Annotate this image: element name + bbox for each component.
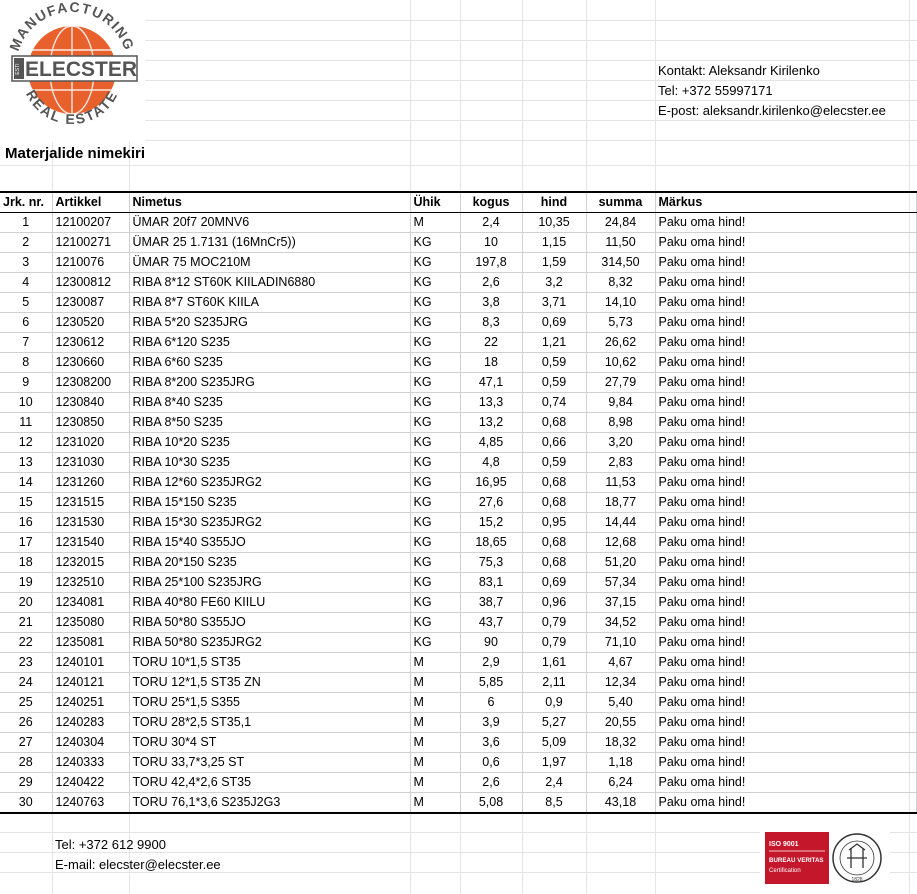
table-row: [0, 373, 916, 393]
cell-nr: 20: [0, 593, 52, 613]
cell-kogus: 3,8: [460, 293, 522, 313]
cell-nimetus: TORU 30*4 ST: [129, 733, 410, 753]
cell-kogus: 18: [460, 353, 522, 373]
cell-nr: 2: [0, 233, 52, 253]
header-kogus: kogus: [460, 192, 522, 213]
cell-uhik: KG: [410, 473, 460, 493]
table-row: [0, 273, 916, 293]
cell-uhik: M: [410, 733, 460, 753]
cell-markus: Paku oma hind!: [655, 473, 916, 493]
cell-artikkel: 1231020: [52, 433, 129, 453]
cell-nimetus: RIBA 10*30 S235: [129, 453, 410, 473]
cell-summa: 34,52: [586, 613, 655, 633]
cell-hind: 0,74: [522, 393, 586, 413]
cell-kogus: 2,6: [460, 273, 522, 293]
cell-summa: 5,73: [586, 313, 655, 333]
cell-artikkel: 1231515: [52, 493, 129, 513]
cell-kogus: 8,3: [460, 313, 522, 333]
cell-nimetus: RIBA 8*7 ST60K KIILA: [129, 293, 410, 313]
cell-markus: Paku oma hind!: [655, 233, 916, 253]
table-row: [0, 733, 916, 753]
cell-nr: 29: [0, 773, 52, 793]
cell-artikkel: 1240251: [52, 693, 129, 713]
cell-uhik: KG: [410, 293, 460, 313]
table-row: [0, 633, 916, 653]
cell-kogus: 5,08: [460, 793, 522, 814]
cell-markus: Paku oma hind!: [655, 753, 916, 773]
cell-hind: 1,97: [522, 753, 586, 773]
cell-artikkel: 1240763: [52, 793, 129, 814]
cell-markus: Paku oma hind!: [655, 773, 916, 793]
cell-hind: 5,09: [522, 733, 586, 753]
header-artikkel: Artikkel: [52, 192, 129, 213]
cell-kogus: 5,85: [460, 673, 522, 693]
cell-uhik: KG: [410, 313, 460, 333]
header-uhik: Ühik: [410, 192, 460, 213]
table-row: [0, 453, 916, 473]
cell-kogus: 13,2: [460, 413, 522, 433]
cell-nimetus: RIBA 12*60 S235JRG2: [129, 473, 410, 493]
cell-uhik: M: [410, 693, 460, 713]
cell-hind: 0,68: [522, 533, 586, 553]
table-row: [0, 673, 916, 693]
cell-summa: 6,24: [586, 773, 655, 793]
cell-uhik: KG: [410, 333, 460, 353]
header-summa: summa: [586, 192, 655, 213]
cell-hind: 0,68: [522, 493, 586, 513]
cell-markus: Paku oma hind!: [655, 333, 916, 353]
cell-markus: Paku oma hind!: [655, 793, 916, 814]
cell-nr: 7: [0, 333, 52, 353]
cell-artikkel: 1234081: [52, 593, 129, 613]
cell-markus: Paku oma hind!: [655, 733, 916, 753]
cell-kogus: 13,3: [460, 393, 522, 413]
cell-kogus: 15,2: [460, 513, 522, 533]
cell-nr: 15: [0, 493, 52, 513]
cell-nimetus: RIBA 8*40 S235: [129, 393, 410, 413]
cell-summa: 20,55: [586, 713, 655, 733]
badge-year: 1828: [851, 877, 863, 883]
cell-summa: 8,98: [586, 413, 655, 433]
cell-summa: 314,50: [586, 253, 655, 273]
cell-kogus: 27,6: [460, 493, 522, 513]
cell-summa: 51,20: [586, 553, 655, 573]
header-nr: Jrk. nr.: [0, 192, 52, 213]
table-row: [0, 353, 916, 373]
table-row: [0, 793, 916, 814]
header-nimetus: Nimetus: [129, 192, 410, 213]
cell-nimetus: RIBA 6*120 S235: [129, 333, 410, 353]
table-header-row: [0, 192, 916, 213]
cell-artikkel: 1235081: [52, 633, 129, 653]
cell-markus: Paku oma hind!: [655, 493, 916, 513]
cell-kogus: 4,85: [460, 433, 522, 453]
cell-hind: 0,68: [522, 413, 586, 433]
cell-summa: 10,62: [586, 353, 655, 373]
cell-kogus: 22: [460, 333, 522, 353]
cell-markus: Paku oma hind!: [655, 673, 916, 693]
cell-markus: Paku oma hind!: [655, 653, 916, 673]
cell-hind: 0,59: [522, 353, 586, 373]
cell-nimetus: RIBA 20*150 S235: [129, 553, 410, 573]
cell-uhik: M: [410, 793, 460, 814]
table-row: [0, 233, 916, 253]
cell-hind: 1,21: [522, 333, 586, 353]
cell-artikkel: 1230087: [52, 293, 129, 313]
cell-summa: 14,44: [586, 513, 655, 533]
cell-hind: 0,69: [522, 313, 586, 333]
table-row: [0, 393, 916, 413]
cell-hind: 0,59: [522, 453, 586, 473]
cell-hind: 3,2: [522, 273, 586, 293]
cell-nr: 24: [0, 673, 52, 693]
cell-hind: 5,27: [522, 713, 586, 733]
cell-uhik: M: [410, 653, 460, 673]
cell-summa: 12,68: [586, 533, 655, 553]
cell-markus: Paku oma hind!: [655, 353, 916, 373]
cell-nimetus: TORU 25*1,5 S355: [129, 693, 410, 713]
cell-uhik: KG: [410, 533, 460, 553]
cell-nimetus: RIBA 8*200 S235JRG: [129, 373, 410, 393]
table-row: [0, 213, 916, 233]
cell-artikkel: 1210076: [52, 253, 129, 273]
cell-uhik: KG: [410, 633, 460, 653]
cell-markus: Paku oma hind!: [655, 273, 916, 293]
cell-nr: 22: [0, 633, 52, 653]
cell-nimetus: RIBA 40*80 FE60 KIILU: [129, 593, 410, 613]
cell-hind: 0,96: [522, 593, 586, 613]
materials-table: [0, 191, 917, 814]
cell-markus: Paku oma hind!: [655, 713, 916, 733]
cell-nimetus: RIBA 25*100 S235JRG: [129, 573, 410, 593]
cell-nr: 4: [0, 273, 52, 293]
contact-phone: Tel: +372 55997171: [658, 83, 773, 98]
cell-markus: Paku oma hind!: [655, 613, 916, 633]
cell-nr: 6: [0, 313, 52, 333]
cell-kogus: 47,1: [460, 373, 522, 393]
cell-artikkel: 1231260: [52, 473, 129, 493]
cell-nimetus: ÜMAR 75 MOC210M: [129, 253, 410, 273]
cell-uhik: KG: [410, 573, 460, 593]
cell-nimetus: RIBA 10*20 S235: [129, 433, 410, 453]
badge-iso: ISO 9001: [769, 841, 799, 848]
cell-uhik: KG: [410, 373, 460, 393]
cell-markus: Paku oma hind!: [655, 393, 916, 413]
cell-hind: 0,66: [522, 433, 586, 453]
cell-hind: 2,11: [522, 673, 586, 693]
cell-markus: Paku oma hind!: [655, 413, 916, 433]
cell-nimetus: TORU 28*2,5 ST35,1: [129, 713, 410, 733]
cell-artikkel: 1230840: [52, 393, 129, 413]
table-row: [0, 713, 916, 733]
cell-nimetus: ÜMAR 25 1.7131 (16MnCr5)): [129, 233, 410, 253]
cell-markus: Paku oma hind!: [655, 573, 916, 593]
cell-summa: 18,77: [586, 493, 655, 513]
cell-kogus: 2,4: [460, 213, 522, 233]
cell-nr: 19: [0, 573, 52, 593]
cell-uhik: KG: [410, 513, 460, 533]
cell-summa: 14,10: [586, 293, 655, 313]
cell-nr: 11: [0, 413, 52, 433]
cell-hind: 1,15: [522, 233, 586, 253]
cell-hind: 0,69: [522, 573, 586, 593]
cell-markus: Paku oma hind!: [655, 693, 916, 713]
cell-summa: 24,84: [586, 213, 655, 233]
cell-markus: Paku oma hind!: [655, 373, 916, 393]
badge-org: BUREAU VERITAS: [769, 857, 824, 864]
header-hind: hind: [522, 192, 586, 213]
cell-artikkel: 1240101: [52, 653, 129, 673]
table-row: [0, 753, 916, 773]
cell-nimetus: RIBA 15*30 S235JRG2: [129, 513, 410, 533]
table-row: [0, 653, 916, 673]
cell-nimetus: RIBA 15*40 S355JO: [129, 533, 410, 553]
cell-nimetus: TORU 33,7*3,25 ST: [129, 753, 410, 773]
table-row: [0, 333, 916, 353]
table-row: [0, 493, 916, 513]
contact-person: Kontakt: Aleksandr Kirilenko: [658, 63, 820, 78]
header-markus: Märkus: [655, 192, 916, 213]
cell-uhik: KG: [410, 433, 460, 453]
cell-kogus: 43,7: [460, 613, 522, 633]
cell-summa: 57,34: [586, 573, 655, 593]
logo-side-tag: ESTI: [15, 63, 21, 75]
cell-nr: 25: [0, 693, 52, 713]
cell-markus: Paku oma hind!: [655, 453, 916, 473]
cell-nr: 28: [0, 753, 52, 773]
cell-nr: 12: [0, 433, 52, 453]
cell-nimetus: RIBA 6*60 S235: [129, 353, 410, 373]
cell-summa: 11,50: [586, 233, 655, 253]
cell-summa: 2,83: [586, 453, 655, 473]
cell-summa: 18,32: [586, 733, 655, 753]
cell-markus: Paku oma hind!: [655, 593, 916, 613]
cell-uhik: M: [410, 713, 460, 733]
logo-bottom-arc: REAL ESTATE: [22, 87, 121, 128]
cell-hind: 0,79: [522, 613, 586, 633]
cell-artikkel: 1231530: [52, 513, 129, 533]
cell-artikkel: 1230612: [52, 333, 129, 353]
cell-artikkel: 1230660: [52, 353, 129, 373]
cell-summa: 5,40: [586, 693, 655, 713]
cell-artikkel: 12308200: [52, 373, 129, 393]
cell-artikkel: 1230520: [52, 313, 129, 333]
cell-nimetus: RIBA 15*150 S235: [129, 493, 410, 513]
cell-nr: 8: [0, 353, 52, 373]
cell-nimetus: TORU 76,1*3,6 S235J2G3: [129, 793, 410, 814]
cell-kogus: 3,6: [460, 733, 522, 753]
cell-hind: 0,9: [522, 693, 586, 713]
cell-markus: Paku oma hind!: [655, 533, 916, 553]
cell-markus: Paku oma hind!: [655, 313, 916, 333]
table-row: [0, 293, 916, 313]
table-row: [0, 313, 916, 333]
cell-hind: 1,59: [522, 253, 586, 273]
cell-summa: 43,18: [586, 793, 655, 814]
cell-artikkel: 1240121: [52, 673, 129, 693]
cell-uhik: KG: [410, 413, 460, 433]
cell-artikkel: 1240283: [52, 713, 129, 733]
cell-nimetus: TORU 42,4*2,6 ST35: [129, 773, 410, 793]
table-row: [0, 613, 916, 633]
cell-summa: 1,18: [586, 753, 655, 773]
cell-kogus: 83,1: [460, 573, 522, 593]
badge-label: Certification: [769, 868, 801, 874]
cell-hind: 3,71: [522, 293, 586, 313]
cell-nr: 30: [0, 793, 52, 814]
cell-hind: 8,5: [522, 793, 586, 814]
cell-uhik: M: [410, 753, 460, 773]
cell-artikkel: 1240304: [52, 733, 129, 753]
cell-nimetus: RIBA 50*80 S355JO: [129, 613, 410, 633]
cell-uhik: KG: [410, 493, 460, 513]
table-row: [0, 413, 916, 433]
cell-uhik: M: [410, 213, 460, 233]
cell-nr: 5: [0, 293, 52, 313]
cell-markus: Paku oma hind!: [655, 513, 916, 533]
cell-markus: Paku oma hind!: [655, 213, 916, 233]
cell-kogus: 75,3: [460, 553, 522, 573]
cell-nimetus: RIBA 8*12 ST60K KIILADIN6880: [129, 273, 410, 293]
cell-nr: 10: [0, 393, 52, 413]
cell-hind: 10,35: [522, 213, 586, 233]
cell-summa: 71,10: [586, 633, 655, 653]
bureau-veritas-badge: [765, 832, 885, 884]
cell-nimetus: TORU 12*1,5 ST35 ZN: [129, 673, 410, 693]
cell-markus: Paku oma hind!: [655, 553, 916, 573]
cell-markus: Paku oma hind!: [655, 633, 916, 653]
cell-artikkel: 12100271: [52, 233, 129, 253]
cell-hind: 2,4: [522, 773, 586, 793]
cell-artikkel: 1231030: [52, 453, 129, 473]
cell-nr: 3: [0, 253, 52, 273]
cell-markus: Paku oma hind!: [655, 253, 916, 273]
cell-uhik: KG: [410, 353, 460, 373]
cell-nr: 26: [0, 713, 52, 733]
cell-nr: 1: [0, 213, 52, 233]
page-title: Materjalide nimekiri: [5, 145, 146, 162]
cell-summa: 11,53: [586, 473, 655, 493]
elecster-logo: [2, 2, 142, 140]
cell-nr: 27: [0, 733, 52, 753]
cell-nimetus: ÜMAR 20f7 20MNV6: [129, 213, 410, 233]
footer-phone: Tel: +372 612 9900: [55, 837, 166, 852]
table-row: [0, 773, 916, 793]
cell-kogus: 3,9: [460, 713, 522, 733]
cell-kogus: 2,6: [460, 773, 522, 793]
cell-nr: 18: [0, 553, 52, 573]
cell-summa: 26,62: [586, 333, 655, 353]
table-row: [0, 693, 916, 713]
table-row: [0, 593, 916, 613]
logo-brand: ELECSTER: [24, 58, 138, 81]
cell-uhik: KG: [410, 253, 460, 273]
cell-nr: 16: [0, 513, 52, 533]
cell-nr: 13: [0, 453, 52, 473]
cell-nr: 23: [0, 653, 52, 673]
cell-hind: 0,68: [522, 473, 586, 493]
cell-kogus: 18,65: [460, 533, 522, 553]
cell-nr: 17: [0, 533, 52, 553]
table-row: [0, 553, 916, 573]
cell-uhik: M: [410, 773, 460, 793]
cell-hind: 0,59: [522, 373, 586, 393]
cell-kogus: 197,8: [460, 253, 522, 273]
table-row: [0, 253, 916, 273]
table-row: [0, 433, 916, 453]
cell-hind: 0,95: [522, 513, 586, 533]
cell-artikkel: 1235080: [52, 613, 129, 633]
cell-summa: 37,15: [586, 593, 655, 613]
cell-hind: 0,79: [522, 633, 586, 653]
cell-artikkel: 12100207: [52, 213, 129, 233]
cell-artikkel: 1230850: [52, 413, 129, 433]
table-row: [0, 473, 916, 493]
cell-kogus: 4,8: [460, 453, 522, 473]
cell-hind: 1,61: [522, 653, 586, 673]
cell-nr: 21: [0, 613, 52, 633]
cell-artikkel: 1232510: [52, 573, 129, 593]
cell-nimetus: RIBA 50*80 S235JRG2: [129, 633, 410, 653]
cell-artikkel: 1240422: [52, 773, 129, 793]
cell-nimetus: RIBA 5*20 S235JRG: [129, 313, 410, 333]
cell-uhik: KG: [410, 553, 460, 573]
cell-artikkel: 1232015: [52, 553, 129, 573]
cell-kogus: 90: [460, 633, 522, 653]
cell-summa: 3,20: [586, 433, 655, 453]
cell-kogus: 0,6: [460, 753, 522, 773]
contact-email[interactable]: E-post: aleksandr.kirilenko@elecster.ee: [658, 103, 886, 118]
cell-markus: Paku oma hind!: [655, 433, 916, 453]
cell-kogus: 10: [460, 233, 522, 253]
cell-nr: 9: [0, 373, 52, 393]
logo-top-arc: MANUFACTURING: [6, 2, 138, 54]
cell-markus: Paku oma hind!: [655, 293, 916, 313]
cell-uhik: KG: [410, 613, 460, 633]
cell-summa: 8,32: [586, 273, 655, 293]
cell-summa: 4,67: [586, 653, 655, 673]
table-row: [0, 533, 916, 553]
cell-uhik: KG: [410, 453, 460, 473]
cell-artikkel: 12300812: [52, 273, 129, 293]
cell-uhik: M: [410, 673, 460, 693]
table-row: [0, 573, 916, 593]
cell-kogus: 38,7: [460, 593, 522, 613]
cell-summa: 27,79: [586, 373, 655, 393]
footer-email[interactable]: E-mail: elecster@elecster.ee: [55, 857, 221, 872]
cell-nimetus: TORU 10*1,5 ST35: [129, 653, 410, 673]
table-row: [0, 513, 916, 533]
cell-kogus: 6: [460, 693, 522, 713]
cell-uhik: KG: [410, 233, 460, 253]
cell-uhik: KG: [410, 593, 460, 613]
cell-nimetus: RIBA 8*50 S235: [129, 413, 410, 433]
cell-artikkel: 1231540: [52, 533, 129, 553]
cell-uhik: KG: [410, 393, 460, 413]
cell-uhik: KG: [410, 273, 460, 293]
cell-kogus: 16,95: [460, 473, 522, 493]
cell-nr: 14: [0, 473, 52, 493]
cell-summa: 12,34: [586, 673, 655, 693]
cell-hind: 0,68: [522, 553, 586, 573]
cell-artikkel: 1240333: [52, 753, 129, 773]
cell-kogus: 2,9: [460, 653, 522, 673]
cell-summa: 9,84: [586, 393, 655, 413]
